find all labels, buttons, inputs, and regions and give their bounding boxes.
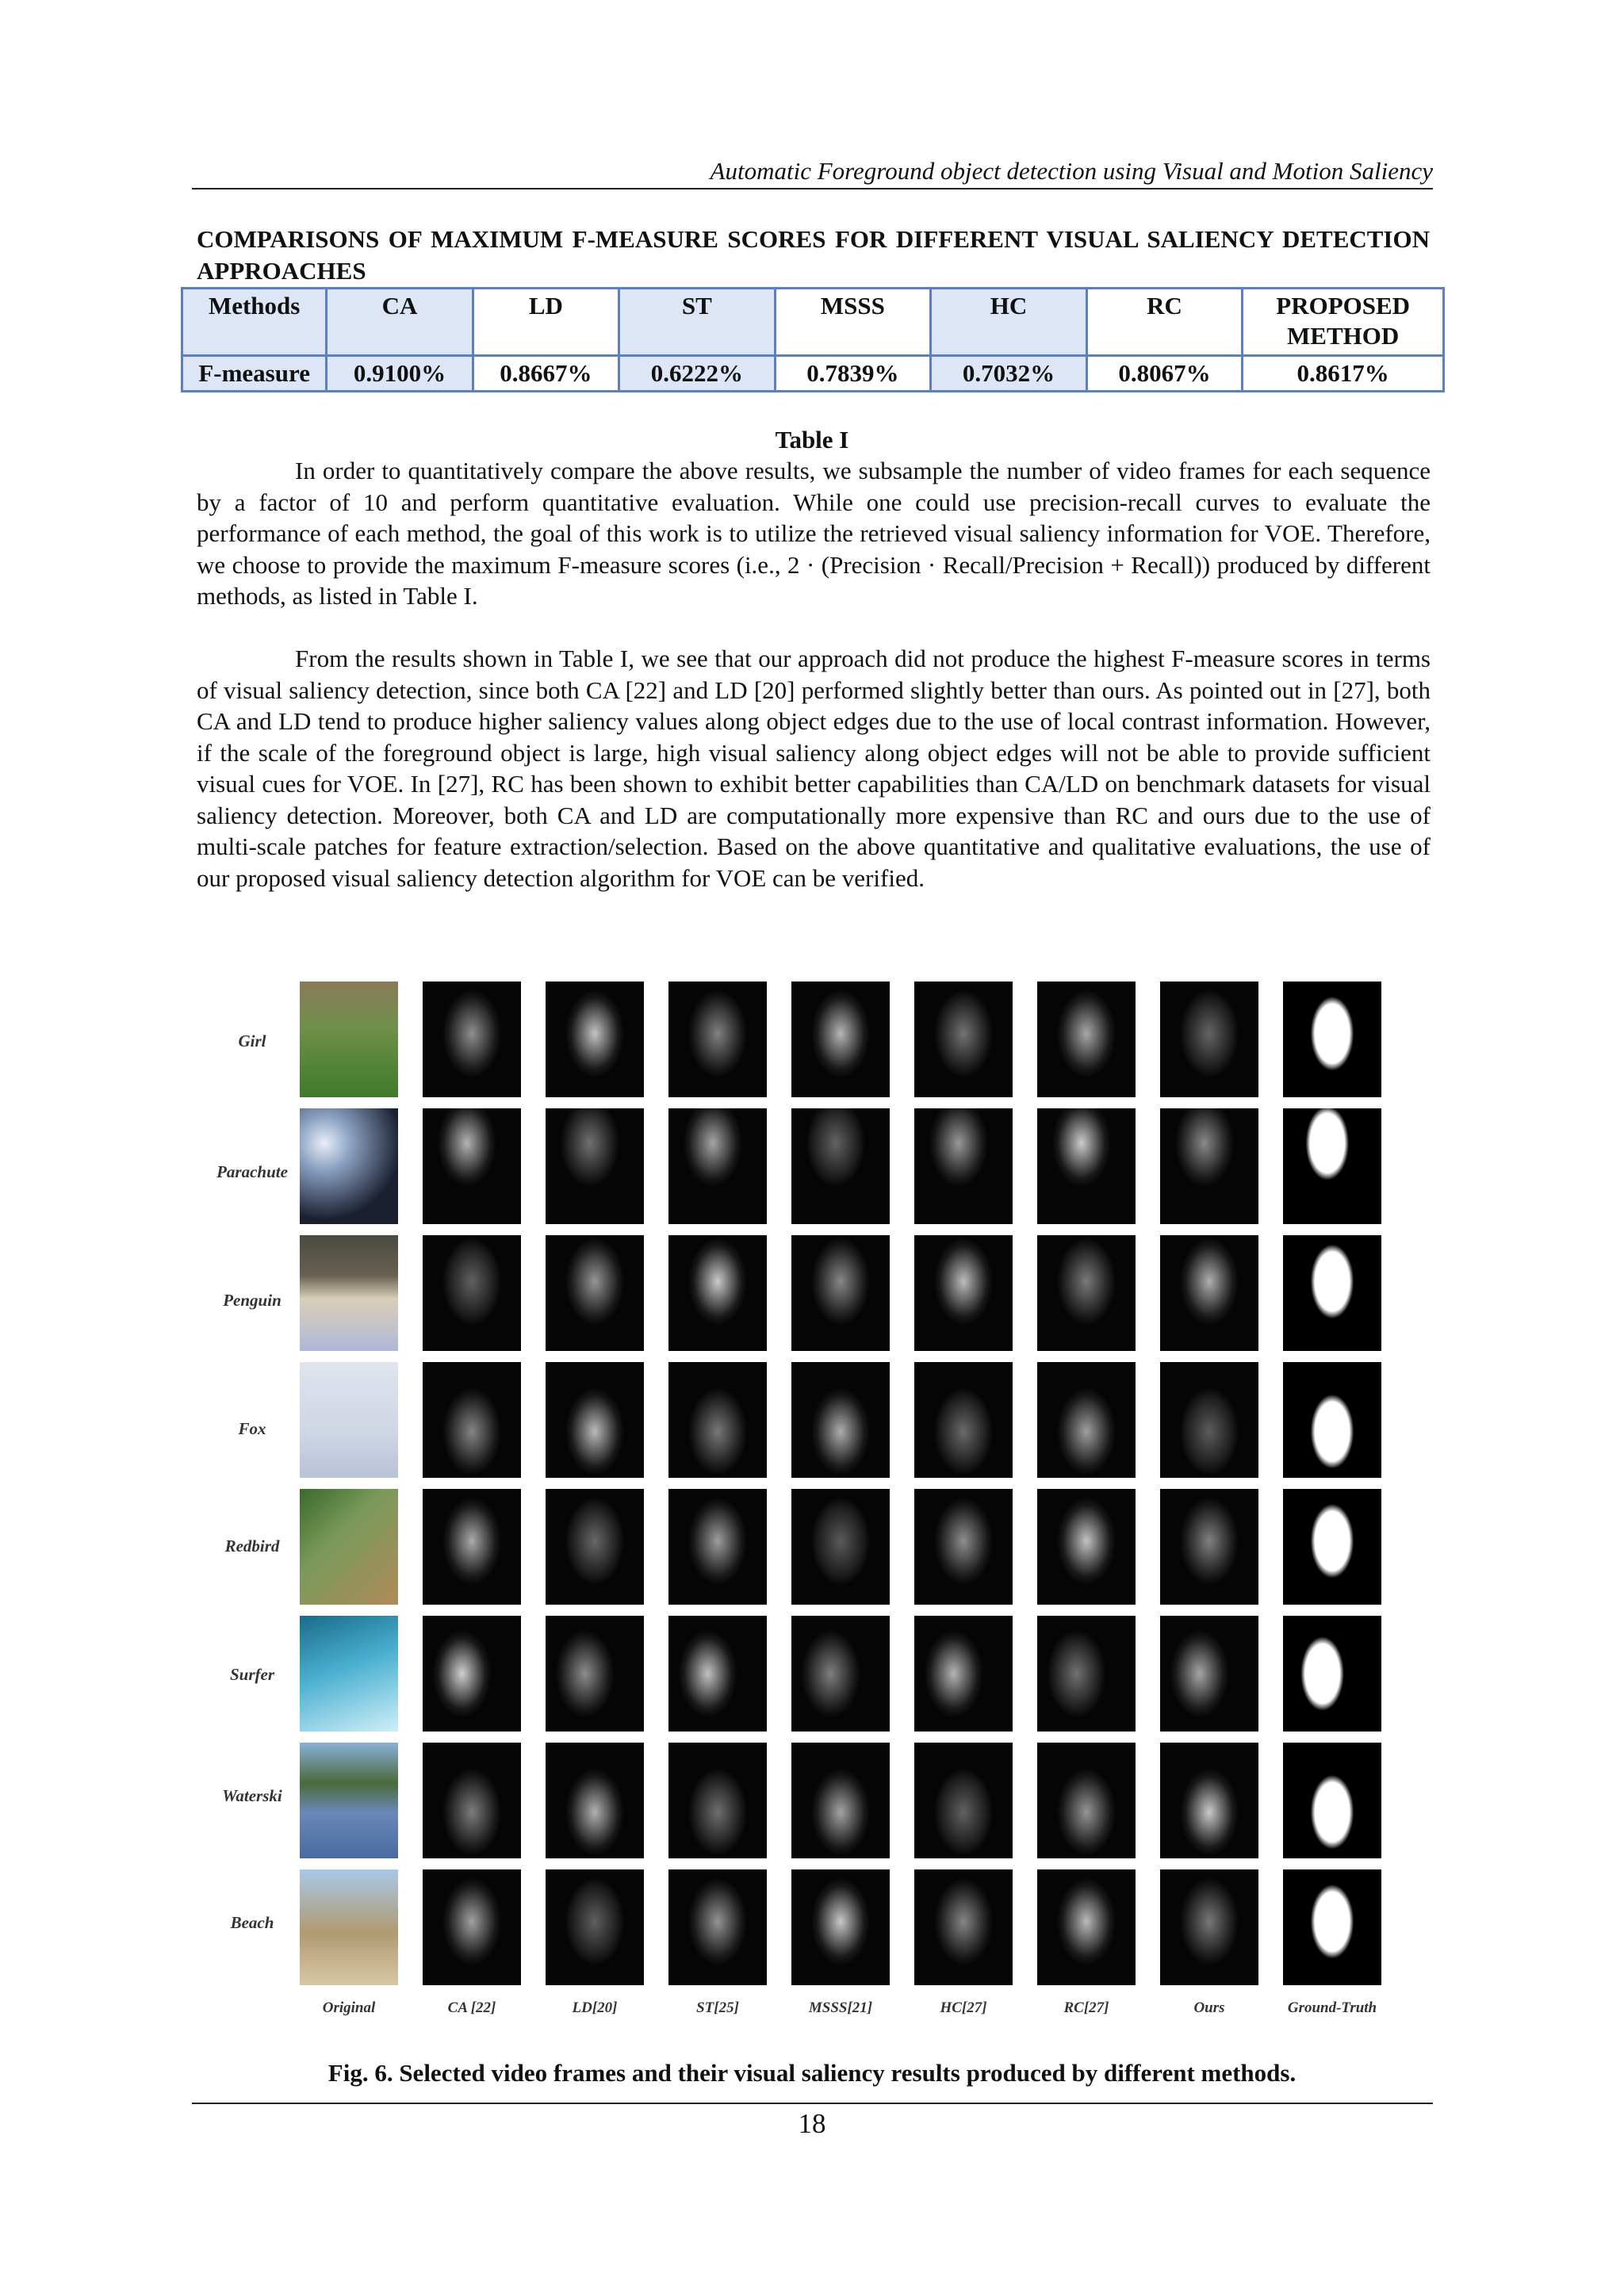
col-ld: LD [473, 289, 619, 356]
ground-truth-mask-thumbnail [1283, 1362, 1381, 1478]
saliency-map-thumbnail [1160, 1362, 1258, 1478]
value-ld: 0.8667% [473, 356, 619, 392]
saliency-map-thumbnail [546, 982, 644, 1097]
footer-rule [192, 2103, 1433, 2104]
saliency-map-thumbnail [791, 1235, 890, 1351]
saliency-map-thumbnail [1160, 1235, 1258, 1351]
original-frame-thumbnail [300, 982, 398, 1097]
saliency-map-thumbnail [668, 1235, 767, 1351]
saliency-map-thumbnail [791, 982, 890, 1097]
saliency-map-thumbnail [546, 1489, 644, 1605]
saliency-map-thumbnail [1037, 1743, 1136, 1858]
saliency-map-thumbnail [791, 1108, 890, 1224]
saliency-map-thumbnail [791, 1489, 890, 1605]
original-frame-thumbnail [300, 1743, 398, 1858]
saliency-map-thumbnail [668, 1362, 767, 1478]
value-ca: 0.9100% [327, 356, 473, 392]
paragraph-2 [197, 643, 1431, 894]
saliency-map-thumbnail [546, 1869, 644, 1985]
saliency-map-thumbnail [423, 1235, 521, 1351]
saliency-map-thumbnail [546, 1616, 644, 1732]
figure-caption: Fig. 6. Selected video frames and their visual saliency results produced by different methods. [327, 2059, 1297, 2087]
saliency-map-thumbnail [1160, 1489, 1258, 1605]
col-label-hc: HC[27] [940, 1999, 987, 2016]
saliency-map-thumbnail [668, 1489, 767, 1605]
ground-truth-mask-thumbnail [1283, 1108, 1381, 1224]
original-frame-thumbnail [300, 1869, 398, 1985]
row-label-redbird: Redbird [224, 1536, 280, 1556]
col-label-st: ST[25] [696, 1999, 739, 2016]
saliency-map-thumbnail [914, 1489, 1013, 1605]
row-label-fmeasure: F-measure [182, 356, 327, 392]
original-frame-thumbnail [300, 1362, 398, 1478]
original-frame-thumbnail [300, 1235, 398, 1351]
saliency-map-thumbnail [546, 1743, 644, 1858]
col-label-rc: RC[27] [1063, 1999, 1109, 2016]
saliency-map-thumbnail [423, 982, 521, 1097]
fmeasure-table [181, 287, 1445, 392]
saliency-map-thumbnail [423, 1869, 521, 1985]
col-label-ld: LD[20] [572, 1999, 618, 2016]
value-hc: 0.7032% [931, 356, 1087, 392]
col-methods: Methods [182, 289, 327, 356]
saliency-map-thumbnail [668, 1616, 767, 1732]
col-label-ours: Ours [1193, 1999, 1225, 2016]
saliency-map-thumbnail [546, 1108, 644, 1224]
header-rule [192, 188, 1433, 189]
saliency-map-thumbnail [1037, 1616, 1136, 1732]
col-st: ST [619, 289, 776, 356]
saliency-map-thumbnail [1037, 1235, 1136, 1351]
col-label-ground-truth: Ground-Truth [1287, 1999, 1377, 2016]
col-proposed: PROPOSED METHOD [1243, 289, 1444, 356]
paragraph-1 [197, 455, 1431, 612]
ground-truth-mask-thumbnail [1283, 1743, 1381, 1858]
saliency-map-thumbnail [1037, 1108, 1136, 1224]
table-values-row [182, 356, 1444, 392]
running-header: Automatic Foreground object detection using Visual and Motion Saliency [710, 157, 1433, 185]
ground-truth-mask-thumbnail [1283, 1489, 1381, 1605]
saliency-map-thumbnail [668, 1869, 767, 1985]
value-msss: 0.7839% [775, 356, 931, 392]
saliency-map-thumbnail [1160, 1108, 1258, 1224]
saliency-figure [205, 982, 1402, 2028]
saliency-map-thumbnail [914, 1616, 1013, 1732]
saliency-map-thumbnail [1160, 1869, 1258, 1985]
value-st: 0.6222% [619, 356, 776, 392]
saliency-map-thumbnail [668, 1743, 767, 1858]
ground-truth-mask-thumbnail [1283, 1616, 1381, 1732]
saliency-map-thumbnail [546, 1362, 644, 1478]
saliency-map-thumbnail [914, 1869, 1013, 1985]
saliency-map-thumbnail [914, 1108, 1013, 1224]
saliency-map-thumbnail [423, 1743, 521, 1858]
saliency-map-thumbnail [1037, 1489, 1136, 1605]
saliency-map-thumbnail [423, 1489, 521, 1605]
paragraph-1-text: In order to quantitatively compare the above results, we subsample the number of video frames for each sequence by a factor of 10 and perform quantitative evaluation. While one could use precision-recall curves to evaluate the performance of each method, the goal of this work is to utilize the retrieved visual saliency information for VOE. Therefore, we choose to provide the maximum F-measure scores (i.e., 2 · (Precision · Recall/Precision + Recall)) produced by different methods, as listed in Table I. [197, 457, 1431, 610]
row-label-fox: Fox [238, 1419, 266, 1438]
ground-truth-mask-thumbnail [1283, 1869, 1381, 1985]
saliency-map-thumbnail [668, 982, 767, 1097]
original-frame-thumbnail [300, 1616, 398, 1732]
col-label-ca: CA [22] [447, 1999, 496, 2016]
original-frame-thumbnail [300, 1489, 398, 1605]
saliency-map-thumbnail [546, 1235, 644, 1351]
row-label-beach: Beach [230, 1913, 274, 1932]
saliency-map-thumbnail [423, 1108, 521, 1224]
page-number: 18 [798, 2108, 826, 2139]
saliency-map-thumbnail [1037, 982, 1136, 1097]
row-label-parachute: Parachute [216, 1162, 288, 1181]
ground-truth-mask-thumbnail [1283, 982, 1381, 1097]
col-label-msss: MSSS[21] [808, 1999, 873, 2016]
col-ca: CA [327, 289, 473, 356]
ground-truth-mask-thumbnail [1283, 1235, 1381, 1351]
saliency-map-thumbnail [1160, 1743, 1258, 1858]
col-msss: MSSS [775, 289, 931, 356]
saliency-map-thumbnail [914, 1362, 1013, 1478]
saliency-map-thumbnail [1160, 982, 1258, 1097]
table-header-row [182, 289, 1444, 356]
col-hc: HC [931, 289, 1087, 356]
original-frame-thumbnail [300, 1108, 398, 1224]
value-rc: 0.8067% [1086, 356, 1243, 392]
table-caption: COMPARISONS OF MAXIMUM F-MEASURE SCORES FOR DIFFERENT VISUAL SALIENCY DETECTION APPROACHES [197, 225, 1430, 285]
saliency-map-thumbnail [914, 982, 1013, 1097]
saliency-map-thumbnail [791, 1616, 890, 1732]
saliency-map-thumbnail [668, 1108, 767, 1224]
row-label-surfer: Surfer [229, 1665, 275, 1684]
saliency-map-thumbnail [791, 1743, 890, 1858]
saliency-map-thumbnail [791, 1869, 890, 1985]
saliency-map-thumbnail [1160, 1616, 1258, 1732]
saliency-map-thumbnail [914, 1743, 1013, 1858]
value-proposed: 0.8617% [1243, 356, 1444, 392]
paragraph-2-text: From the results shown in Table I, we see that our approach did not produce the highest F-measure scores in terms of visual saliency detection, since both CA [22] and LD [20] performed slightly better than ours. As pointed out in [27], both CA and LD tend to produce higher saliency values along object edges due to the use of local contrast information. However, if the scale of the foreground object is large, high visual saliency along object edges will not be able to provide sufficient visual cues for VOE. In [27], RC has been shown to exhibit better capabilities than CA/LD on benchmark datasets for visual saliency detection. Moreover, both CA and LD are computationally more expensive than RC and ours due to the use of multi-scale patches for feature extraction/selection. Based on the above quantitative and qualitative evaluations, the use of our proposed visual saliency detection algorithm for VOE can be verified. [197, 645, 1431, 892]
col-rc: RC [1086, 289, 1243, 356]
saliency-map-thumbnail [791, 1362, 890, 1478]
saliency-map-thumbnail [914, 1235, 1013, 1351]
row-label-penguin: Penguin [223, 1291, 282, 1310]
table-label: Table I [775, 426, 849, 453]
saliency-map-thumbnail [1037, 1362, 1136, 1478]
col-label-original: Original [322, 1999, 376, 2016]
row-label-girl: Girl [238, 1031, 266, 1050]
row-label-waterski: Waterski [222, 1786, 282, 1805]
saliency-map-thumbnail [423, 1362, 521, 1478]
saliency-map-thumbnail [423, 1616, 521, 1732]
saliency-map-thumbnail [1037, 1869, 1136, 1985]
